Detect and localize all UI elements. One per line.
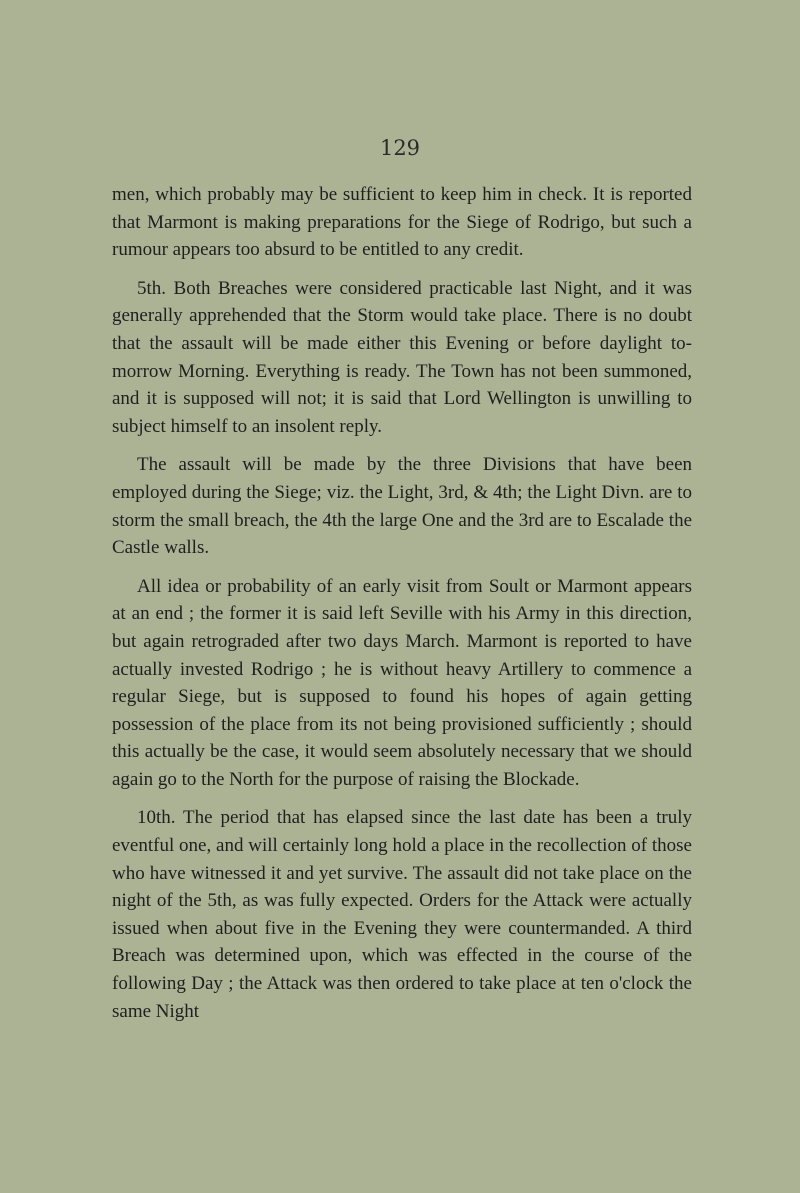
body-text [112,181,692,1025]
paragraph-continuation: men, which probably may be sufficient to keep him in check. It is reported that Marmont is making preparations for the Siege of Rodrigo, but such a rumour appears too absurd to be entitled to any credit. [112,184,692,261]
paragraph-10th-period: 10th. The period that has elapsed since the last date has been a truly eventful one, and will certainly long hold a place in the recollection of those who have witnessed it and yet survive. The assault did not take place on the night of the 5th, as was fully expected. Orders for the Attack were actually issued when about five in the Evening they were countermanded. A third Breach was determined upon, which was effected in the course of the following Day ; the Attack was then ordered to take place at ten o'clock the same Night [112,807,692,1022]
page-number: 129 [379,136,421,160]
paragraph-5th-breaches: 5th. Both Breaches were considered practicable last Night, and it was generally apprehended that the Storm would take place. There is no doubt that the assault will be made either this Evening or before daylight to-morrow Morning. Everything is ready. The Town has not been summoned, and it is supposed will not; it is said that Lord Wellington is unwilling to subject himself to an insolent reply. [112,277,692,437]
paragraph-assault-divisions: The assault will be made by the three Divisions that have been employed during the Siege; viz. the Light, 3rd, & 4th; the Light Divn. are to storm the small breach, the 4th the large One and the 3rd are to Escalade the Castle walls. [112,454,692,559]
paragraph-soult-marmont: All idea or probability of an early visit from Soult or Marmont appears at an end ; the former it is said left Seville with his Army in this direction, but again retrograded after two days March. Marmont is reported to have actually invested Rodrigo ; he is without heavy Artillery to commence a regular Siege, but is supposed to found his hopes of again getting possession of the place from its not being provisioned sufficiently ; should this actually be the case, it would seem absolutely necessary that we should again go to the North for the purpose of raising the Blockade. [112,575,692,790]
